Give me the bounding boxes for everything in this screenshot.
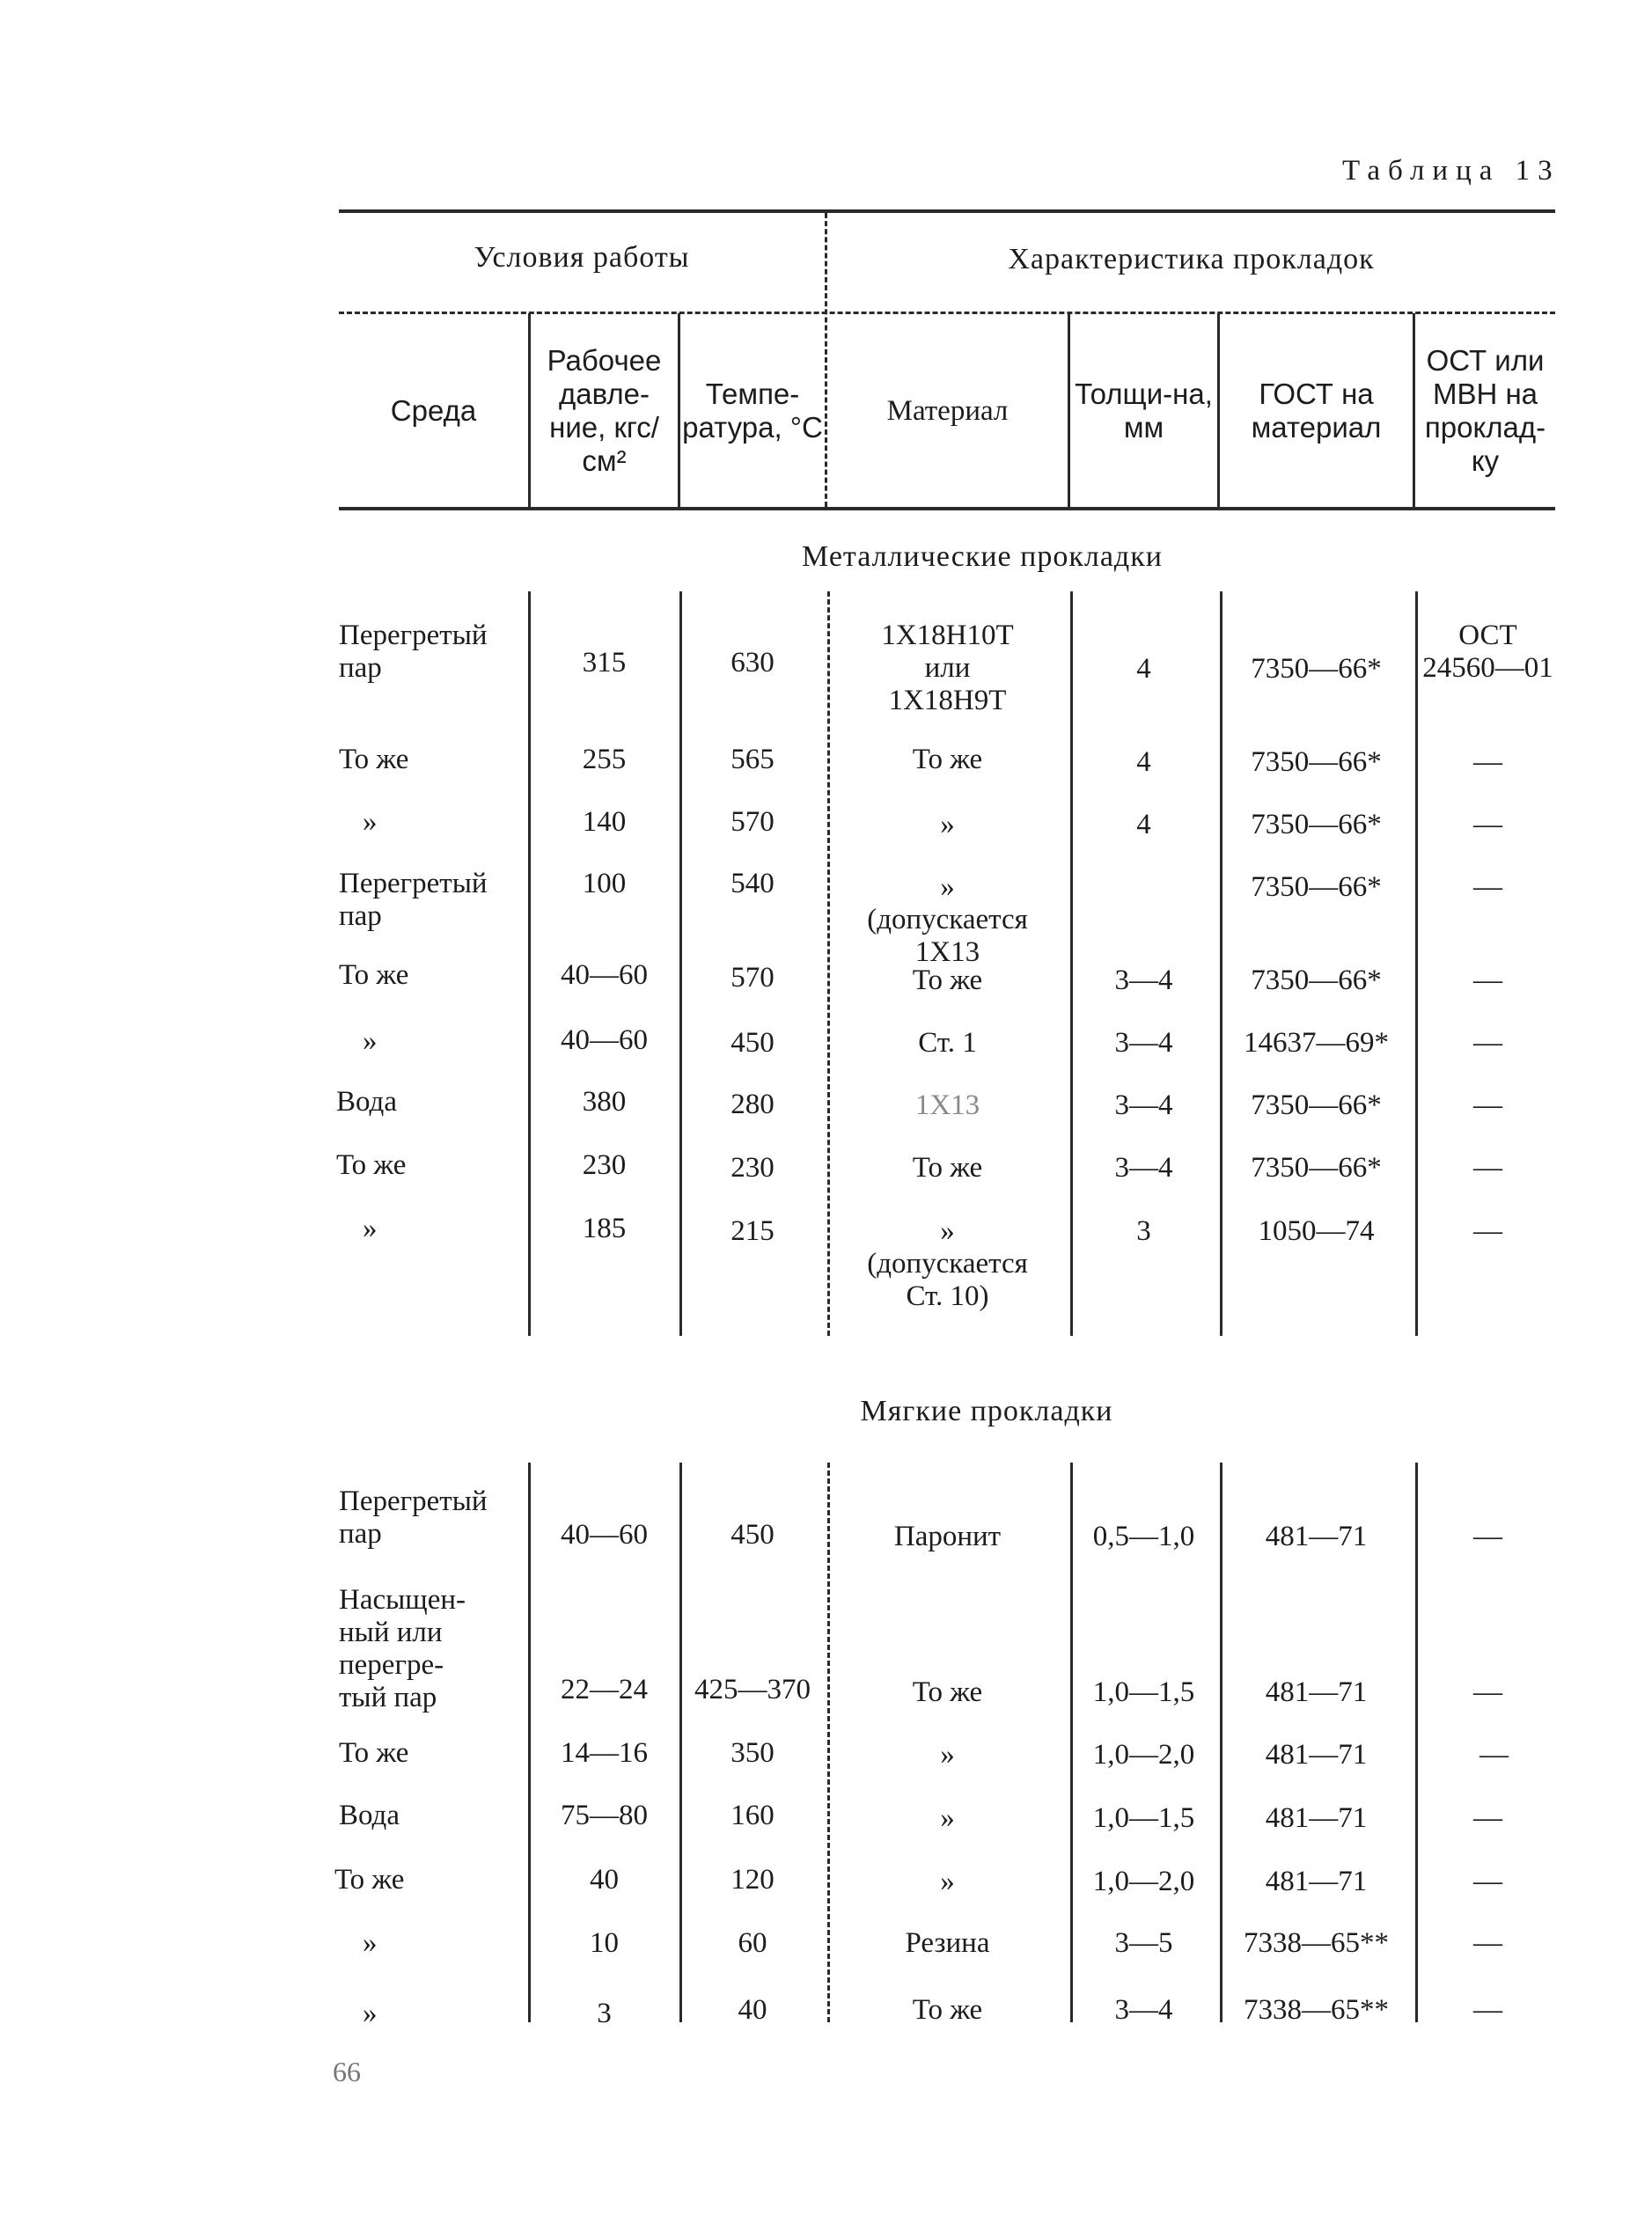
cell-ost: — [1479, 1739, 1509, 1771]
cell-ost: — [1473, 1089, 1502, 1121]
cell-temperature: 40 [738, 1994, 767, 2026]
cell-gost: 7350—66* [1251, 1089, 1382, 1121]
cell-ost: — [1473, 1027, 1502, 1059]
cell-ost: — [1473, 746, 1502, 778]
cell-thickness: 4 [1136, 746, 1151, 778]
cell-thickness: 1,0—1,5 [1092, 1676, 1195, 1708]
cell-ost: — [1473, 1802, 1502, 1834]
cell-temperature: 350 [731, 1737, 775, 1769]
cell-temperature: 565 [731, 744, 775, 775]
cell-temperature: 120 [731, 1864, 775, 1896]
cell-medium: » [363, 1213, 378, 1244]
cell-ost: ОСТ 24560—01 [1422, 620, 1553, 684]
header-mid-rule [339, 312, 1555, 314]
cell-thickness: 0,5—1,0 [1092, 1521, 1195, 1552]
header-bottom-rule [339, 507, 1555, 510]
cell-temperature: 60 [738, 1927, 767, 1959]
cell-material: » [940, 809, 955, 840]
cell-thickness: 3—4 [1114, 1027, 1173, 1059]
cell-pressure: 3 [597, 1998, 612, 2029]
cell-thickness: 3—4 [1114, 1994, 1173, 2026]
cell-gost: 481—71 [1265, 1521, 1368, 1552]
cell-thickness: 3—4 [1114, 1152, 1173, 1184]
cell-gost: 481—71 [1265, 1802, 1368, 1834]
cell-pressure: 315 [582, 647, 627, 678]
cell-gost: 7350—66* [1251, 809, 1382, 840]
cell-medium: То же [339, 959, 409, 991]
cell-gost: 14637—69* [1244, 1027, 1389, 1059]
cell-medium: То же [336, 1149, 407, 1181]
cell-thickness: 1,0—2,0 [1092, 1866, 1195, 1897]
cell-material: 1Х13 [914, 1089, 980, 1121]
cell-material: 1X18H10T или 1X18H9T [881, 620, 1014, 716]
cell-gost: 7350—66* [1251, 746, 1382, 778]
cell-temperature: 215 [731, 1215, 775, 1247]
header-temperature: Темпе-ратура, °С [682, 378, 823, 444]
cell-temperature: 280 [731, 1089, 775, 1120]
cell-pressure: 255 [582, 744, 627, 775]
cell-pressure: 40—60 [561, 1024, 648, 1056]
cell-thickness: 3—4 [1114, 1089, 1173, 1121]
cell-thickness: 3 [1136, 1215, 1151, 1247]
cell-thickness: 3—5 [1114, 1927, 1173, 1959]
cell-temperature: 450 [731, 1027, 775, 1059]
cell-medium: Перегретый пар [339, 620, 488, 684]
cell-pressure: 40—60 [561, 959, 648, 991]
cell-ost: — [1473, 809, 1502, 840]
cell-pressure: 230 [582, 1149, 627, 1181]
cell-ost: — [1473, 1676, 1502, 1708]
cell-medium: Вода [336, 1086, 397, 1118]
header-medium: Среда [390, 394, 477, 427]
section-metal-title: Металлические прокладки [802, 540, 1163, 573]
cell-temperature: 630 [731, 647, 775, 678]
cell-material: То же [912, 744, 983, 775]
header-gost: ГОСТ на материал [1251, 378, 1382, 444]
cell-ost: — [1473, 1521, 1502, 1552]
cell-temperature: 450 [731, 1519, 775, 1551]
cell-pressure: 14—16 [561, 1737, 648, 1769]
cell-material: Ст. 1 [918, 1027, 977, 1059]
cell-medium: » [363, 1998, 378, 2029]
cell-gost: 481—71 [1265, 1739, 1368, 1771]
cell-gost: 481—71 [1265, 1866, 1368, 1897]
cell-material: » [940, 1866, 955, 1897]
cell-temperature: 230 [731, 1152, 775, 1184]
cell-gost: 481—71 [1265, 1676, 1368, 1708]
cell-temperature: 540 [731, 868, 775, 899]
cell-thickness: 3—4 [1114, 964, 1173, 996]
cell-ost: — [1473, 1994, 1502, 2026]
page-number: 66 [333, 2056, 361, 2087]
cell-medium: То же [339, 744, 409, 775]
cell-medium: » [363, 1025, 378, 1057]
header-group-conditions: Условия работы [474, 241, 690, 274]
cell-temperature: 570 [731, 962, 775, 994]
table-caption: Таблица 13 [1342, 155, 1560, 187]
cell-gost: 7350—66* [1251, 653, 1382, 685]
cell-thickness: 1,0—1,5 [1092, 1802, 1195, 1834]
cell-pressure: 10 [590, 1927, 619, 1959]
cell-material: То же [912, 1152, 983, 1184]
cell-pressure: 22—24 [561, 1674, 648, 1705]
cell-material: Паронит [893, 1521, 1002, 1552]
cell-material: » (допускается Ст. 10) [867, 1215, 1028, 1312]
cell-medium: Перегретый пар [339, 868, 488, 932]
cell-material: То же [912, 964, 983, 996]
cell-temperature: 425—370 [694, 1674, 811, 1705]
cell-gost: 7350—66* [1251, 964, 1382, 996]
header-pressure: Рабочее давле-ние, кгс/см² [547, 344, 662, 477]
cell-ost: — [1473, 1866, 1502, 1897]
cell-material: » (допускается 1Х13 [867, 871, 1028, 968]
cell-medium: То же [334, 1864, 405, 1896]
cell-pressure: 100 [582, 868, 627, 899]
cell-gost: 1050—74 [1258, 1215, 1375, 1247]
cell-medium: » [363, 1927, 378, 1959]
header-ost: ОСТ или МВН на проклад-ку [1424, 344, 1546, 477]
cell-pressure: 185 [582, 1213, 627, 1244]
cell-gost: 7338—65** [1244, 1927, 1389, 1959]
section-soft-title: Мягкие прокладки [860, 1395, 1113, 1427]
cell-material: » [940, 1739, 955, 1771]
header-material: Материал [886, 395, 1009, 427]
cell-material: Резина [905, 1927, 990, 1959]
cell-material: » [940, 1802, 955, 1834]
cell-gost: 7338—65** [1244, 1994, 1389, 2026]
cell-ost: — [1473, 1215, 1502, 1247]
cell-temperature: 160 [731, 1800, 775, 1831]
cell-material: То же [912, 1994, 983, 2026]
cell-material: То же [912, 1676, 983, 1708]
cell-pressure: 75—80 [561, 1800, 648, 1831]
cell-thickness: 4 [1136, 653, 1151, 685]
cell-gost: 7350—66* [1251, 1152, 1382, 1184]
cell-ost: — [1473, 1927, 1502, 1959]
cell-ost: — [1473, 871, 1502, 903]
cell-pressure: 140 [582, 806, 627, 838]
cell-pressure: 380 [582, 1086, 627, 1118]
cell-gost: 7350—66* [1251, 871, 1382, 903]
cell-medium: » [363, 806, 378, 838]
cell-medium: Перегретый пар [339, 1485, 488, 1550]
header-thickness: Толщи-на, мм [1075, 378, 1213, 444]
cell-pressure: 40—60 [561, 1519, 648, 1551]
cell-temperature: 570 [731, 806, 775, 838]
cell-medium: Насыщен- ный или перегре- тый пар [339, 1584, 466, 1713]
cell-thickness: 4 [1136, 809, 1151, 840]
header-top-rule [339, 209, 1555, 213]
cell-medium: Вода [339, 1800, 400, 1831]
cell-ost: — [1473, 1152, 1502, 1184]
header-group-characteristics: Характеристика прокладок [1008, 243, 1375, 275]
cell-thickness: 1,0—2,0 [1092, 1739, 1195, 1771]
cell-medium: То же [339, 1737, 409, 1769]
cell-pressure: 40 [590, 1864, 619, 1896]
cell-ost: — [1473, 964, 1502, 996]
